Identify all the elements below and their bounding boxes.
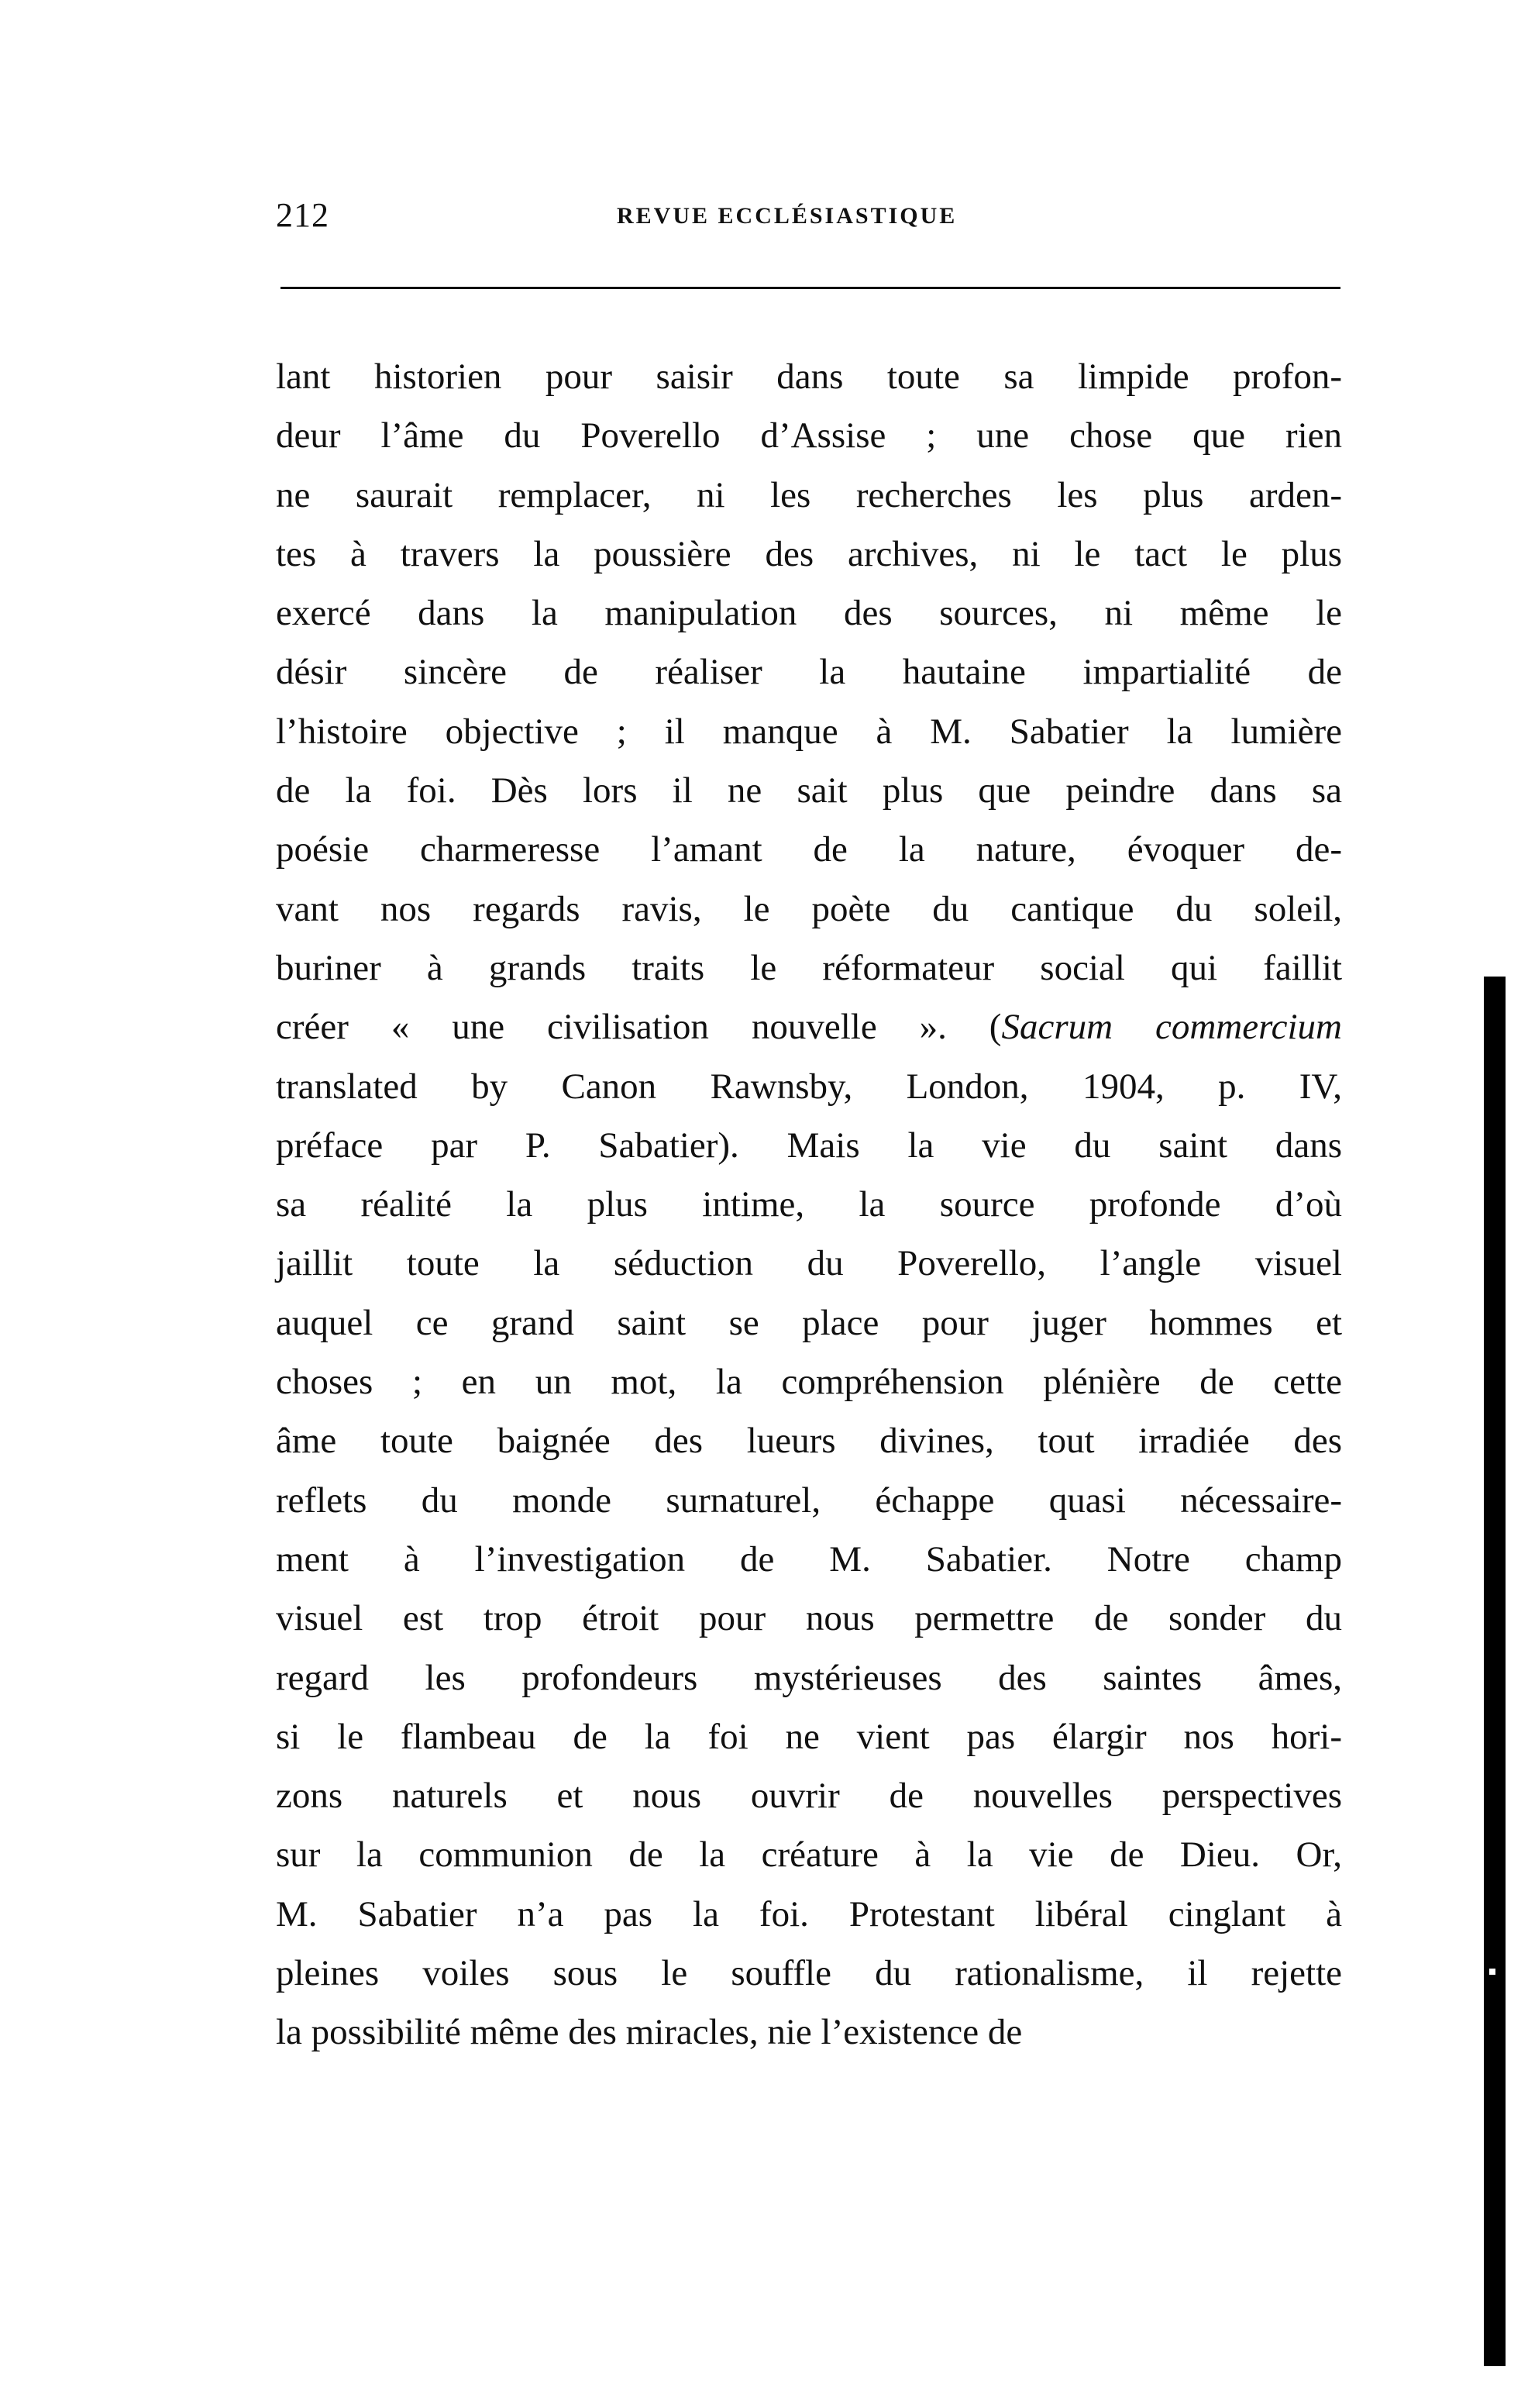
text-line: âme toute baignée des lueurs divines, tout irradiée des [276, 1421, 1342, 1462]
text-line: désir sincère de réaliser la hautaine impartialité de [276, 652, 1342, 693]
text-line: exercé dans la manipulation des sources, ni même le [276, 593, 1342, 634]
text-line: l’histoire objective ; il manque à M. Sabatier la lumière [276, 711, 1342, 752]
text-line: poésie charmeresse l’amant de la nature, évoquer de- [276, 829, 1342, 870]
text-line: sa réalité la plus intime, la source profonde d’où [276, 1184, 1342, 1225]
text-line: reflets du monde surnaturel, échappe quasi nécessaire- [276, 1480, 1342, 1521]
text-line: pleines voiles sous le souffle du rationalisme, il rejette [276, 1953, 1342, 1994]
text-line: regard les profondeurs mystérieuses des saintes âmes, [276, 1657, 1342, 1698]
citation-lead: créer « une civilisation nouvelle ». ( [276, 1007, 1002, 1048]
text-line: visuel est trop étroit pour nous permettre de sonder du [276, 1598, 1342, 1639]
text-line: deur l’âme du Poverello d’Assise ; une chose que rien [276, 415, 1342, 456]
text-line: zons naturels et nous ouvrir de nouvelles perspectives [276, 1776, 1342, 1817]
text-line: lant historien pour saisir dans toute sa limpide profon- [276, 357, 1342, 397]
text-line: de la foi. Dès lors il ne sait plus que peindre dans sa [276, 770, 1342, 811]
text-line: choses ; en un mot, la compréhension plénière de cette [276, 1362, 1342, 1403]
scan-edge-speck [1489, 1969, 1495, 1975]
citation-italic-title: Sacrum commercium [1001, 1007, 1342, 1048]
text-line: préface par P. Sabatier). Mais la vie du saint dans [276, 1125, 1342, 1166]
text-line: ne saurait remplacer, ni les recherches les plus arden- [276, 474, 1342, 515]
body-paragraph [276, 347, 1342, 2062]
text-line: la possibilité même des miracles, nie l’existence de [276, 2012, 1023, 2053]
text-line: jaillit toute la séduction du Poverello, l’angle visuel [276, 1243, 1342, 1284]
text-line: vant nos regards ravis, le poète du cantique du soleil, [276, 888, 1342, 929]
text-line: ment à l’investigation de M. Sabatier. Notre champ [276, 1538, 1342, 1579]
scan-edge-shadow [1484, 977, 1506, 2366]
text-line: tes à travers la poussière des archives, ni le tact le plus [276, 533, 1342, 574]
header-rule [280, 287, 1340, 289]
text-line: si le flambeau de la foi ne vient pas élargir nos hori- [276, 1716, 1342, 1757]
page-header [276, 195, 1345, 242]
page-number: 212 [276, 196, 329, 234]
text-line: M. Sabatier n’a pas la foi. Protestant libéral cinglant à [276, 1893, 1342, 1934]
text-line: translated by Canon Rawnsby, London, 1904, p. IV, [276, 1066, 1342, 1107]
text-line-with-citation [276, 997, 1342, 1056]
text-line: buriner à grands traits le réformateur social qui faillit [276, 947, 1342, 988]
text-line: auquel ce grand saint se place pour juger hommes et [276, 1302, 1342, 1343]
running-title: REVUE ECCLÉSIASTIQUE [617, 203, 958, 229]
text-line: sur la communion de la créature à la vie de Dieu. Or, [276, 1834, 1342, 1876]
